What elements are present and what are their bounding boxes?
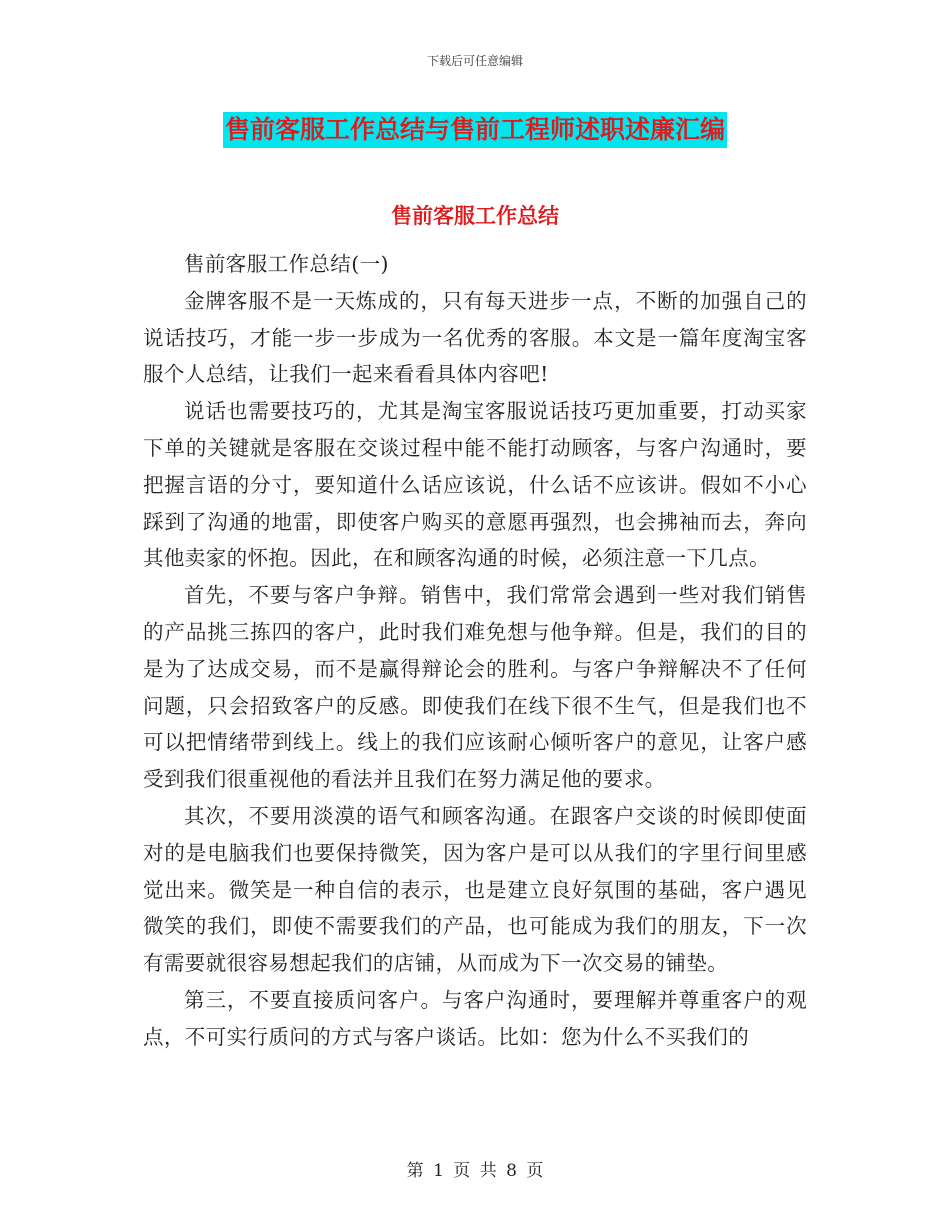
paragraph: 第三，不要直接质问客户。与客户沟通时，要理解并尊重客户的观点，不可实行质问的方式与客户谈话。比如：您为什么不买我们的 [143,987,807,1049]
page-number-footer: 第 1 页 共 8 页 [406,1161,544,1181]
paragraph: 金牌客服不是一天炼成的，只有每天进步一点，不断的加强自己的说话技巧，才能一步一步成为一名优秀的客服。本文是一篇年度淘宝客服个人总结，让我们一起来看看具体内容吧! [143,288,807,387]
paragraph-subtitle: 售前客服工作总结(一) [184,252,389,276]
document-title: 售前客服工作总结与售前工程师述职述廉汇编 [223,112,727,148]
paragraph: 其次，不要用淡漠的语气和顾客沟通。在跟客户交谈的时候即使面对的是电脑我们也要保持微笑，因为客户是可以从我们的字里行间里感觉出来。微笑是一种自信的表示，也是建立良好氛围的基础，客户遇见微笑的我们，即使不需要我们的产品，也可能成为我们的朋友，下一次有需要就很容易想起我们的店铺，从而成为下一次交易的铺垫。 [143,803,807,976]
paragraph: 首先，不要与客户争辩。销售中，我们常常会遇到一些对我们销售的产品挑三拣四的客户，此时我们难免想与他争辩。但是，我们的目的是为了达成交易，而不是赢得辩论会的胜利。与客户争辩解决不了任何问题，只会招致客户的反感。即使我们在线下很不生气，但是我们也不可以把情绪带到线上。线上的我们应该耐心倾听客户的意见，让客户感受到我们很重视他的看法并且我们在努力满足他的要求。 [143,583,807,792]
paragraph: 说话也需要技巧的，尤其是淘宝客服说话技巧更加重要，打动买家下单的关键就是客服在交谈过程中能不能打动顾客，与客户沟通时，要把握言语的分寸，要知道什么话应该说，什么话不应该讲。假如不小心踩到了沟通的地雷，即使客户购买的意愿再强烈，也会拂袖而去，奔向其他卖家的怀抱。因此，在和顾客沟通的时候，必须注意一下几点。 [143,399,807,571]
page-header-note: 下载后可任意编辑 [426,54,523,68]
section-title: 售前客服工作总结 [391,204,559,228]
document-body [143,246,807,1056]
document-title-container [0,112,950,148]
